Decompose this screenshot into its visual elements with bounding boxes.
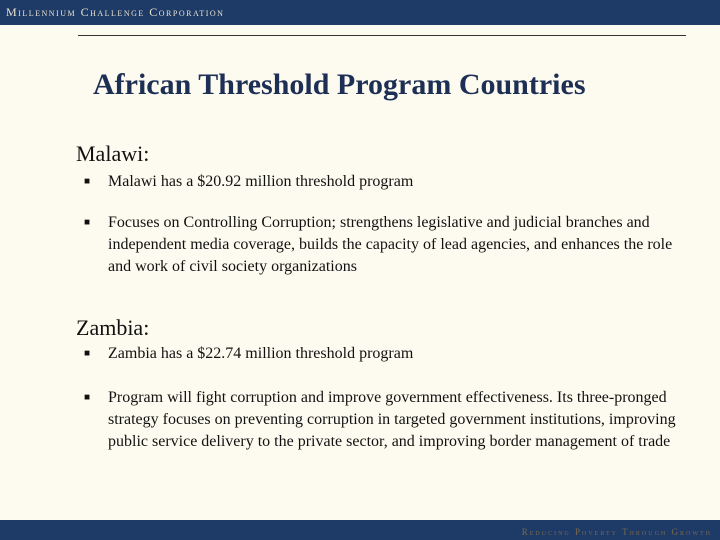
footer-tagline: Reducing Poverty Through Growth [521,527,712,537]
bullet-marker-icon: ■ [84,348,91,359]
slide-title: African Threshold Program Countries [93,68,586,101]
section-heading-zambia: Zambia: [76,315,150,340]
bullet-text: Malawi has a $20.92 million threshold program [108,173,414,190]
bullet-item [84,387,692,453]
header-bar [0,0,720,25]
section-heading-malawi: Malawi: [76,141,150,166]
header-divider [78,35,686,36]
bullet-text: Focuses on Controlling Corruption; strengthens legislative and judicial branches and independent media coverage, builds the capacity of lead agencies, and enhances the role and work of civil society organizations [108,214,673,275]
bullet-marker-icon: ■ [84,392,91,403]
bullet-item [84,171,692,193]
bullet-item [84,212,692,278]
organization-name: Millennium Challenge Corporation [6,5,225,19]
bullet-marker-icon: ■ [84,176,91,187]
bullet-item [84,343,692,365]
bullet-text: Zambia has a $22.74 million threshold program [108,345,414,362]
bullet-marker-icon: ■ [84,217,91,228]
bullet-text: Program will fight corruption and improve government effectiveness. Its three-pronged strategy focuses on preventing corruption in targeted government institutions, improving public service delivery to the private sector, and improving border management of trade [108,389,676,450]
